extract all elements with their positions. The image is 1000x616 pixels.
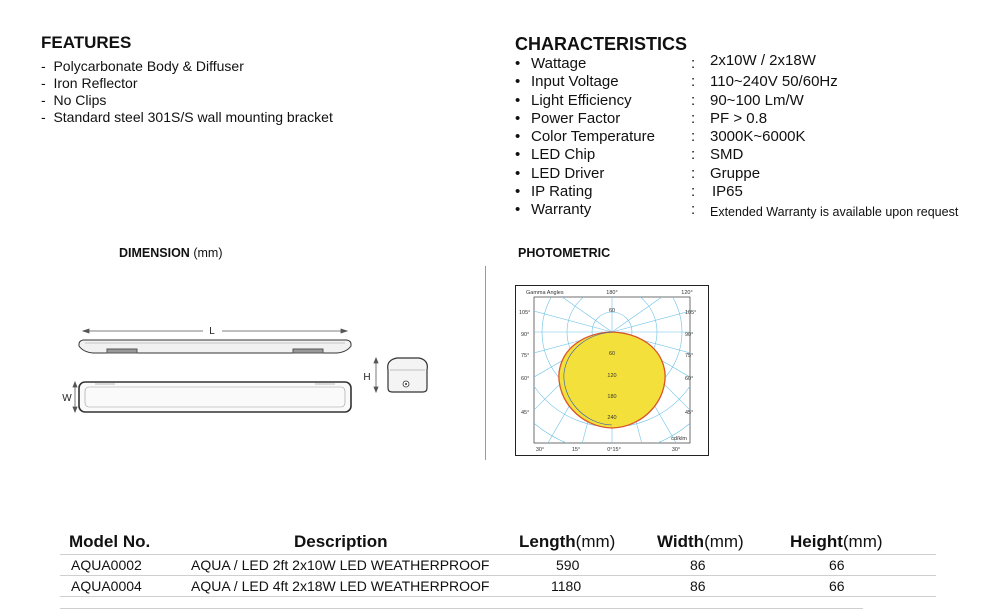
spec-value: Gruppe <box>710 164 761 182</box>
spec-row-light-efficiency: • Light Efficiency : 90~100 Lm/W <box>515 91 804 109</box>
features-list <box>41 58 333 126</box>
feature-item: - Polycarbonate Body & Diffuser <box>41 58 333 75</box>
spec-label: IP Rating <box>531 183 593 201</box>
spec-row-wattage: • Wattage : 2x10W / 2x18W <box>515 52 816 72</box>
unit-label: cd/klm <box>671 436 687 442</box>
width-dimension-line <box>73 382 77 412</box>
angle-label: 75° <box>685 353 694 359</box>
header-model: Model No. <box>69 532 151 551</box>
spec-row-warranty: • Warranty : Extended Warranty is available upon request <box>515 201 959 220</box>
table-rule <box>60 596 936 597</box>
table-row <box>60 555 940 575</box>
spec-row-power-factor: • Power Factor : PF > 0.8 <box>515 109 768 127</box>
characteristics-title: CHARACTERISTICS <box>515 34 688 54</box>
features-title: FEATURES <box>41 33 132 52</box>
angle-label: 60° <box>685 376 694 382</box>
angle-label: 0°15° <box>607 447 621 453</box>
dimension-title <box>119 246 222 260</box>
radial-label: 120 <box>607 373 617 379</box>
spec-label: Power Factor <box>531 109 621 127</box>
radial-label: 60 <box>608 351 616 357</box>
photometric-diagram <box>515 285 709 456</box>
spec-row-led-driver: • LED Driver : Gruppe <box>515 164 761 182</box>
angle-label: 120° <box>681 290 693 296</box>
spec-label: Warranty <box>531 201 592 219</box>
angle-label: 60° <box>521 376 530 382</box>
spec-label: Input Voltage <box>531 73 619 91</box>
spec-row-ip-rating: • IP Rating : IP65 <box>515 183 743 201</box>
feature-item: - Standard steel 301S/S wall mounting bracket <box>41 109 333 126</box>
header-width: Width(mm) <box>657 532 744 551</box>
angle-label: 105° <box>685 310 697 316</box>
header-description: Description <box>294 532 388 551</box>
spec-label: Light Efficiency <box>531 91 632 109</box>
cell-width: 86 <box>690 578 706 594</box>
height-dimension-line <box>374 358 378 392</box>
spec-label: Wattage <box>531 55 587 72</box>
photometric-title: PHOTOMETRIC <box>518 246 611 260</box>
gamma-angles-label: Gamma Angles <box>526 290 564 296</box>
angle-label: 90° <box>521 332 530 338</box>
cell-length: 1180 <box>551 578 582 594</box>
spec-value: SMD <box>710 146 744 164</box>
dimension-unit: (mm) <box>193 246 223 260</box>
length-dimension-line <box>83 329 347 333</box>
cell-model: AQUA0004 <box>71 578 142 594</box>
characteristics-list <box>515 52 985 220</box>
header-length: Length(mm) <box>519 532 616 551</box>
length-label: L <box>209 326 215 337</box>
spec-label: LED Driver <box>531 164 605 182</box>
radial-label: 60 <box>608 308 616 314</box>
spec-value: 90~100 Lm/W <box>710 91 804 109</box>
spec-value: IP65 <box>712 183 743 201</box>
dimension-drawing <box>55 310 455 430</box>
radial-label: 240 <box>607 415 617 421</box>
table-header <box>60 532 940 554</box>
angle-label: 30° <box>671 447 681 453</box>
spec-value: 110~240V 50/60Hz <box>710 73 838 91</box>
header-height: Height(mm) <box>790 532 883 551</box>
table-row <box>60 576 940 596</box>
angle-label: 105° <box>519 310 531 316</box>
angle-label: 75° <box>521 353 530 359</box>
height-label: H <box>363 372 371 383</box>
section-divider <box>485 266 486 460</box>
cell-height: 66 <box>829 578 845 594</box>
spec-value: PF > 0.8 <box>710 109 768 127</box>
angle-label: 45° <box>521 410 530 416</box>
angle-label: 90° <box>685 332 694 338</box>
cell-width: 86 <box>690 557 706 573</box>
radial-label: 180 <box>607 394 617 400</box>
width-label: W <box>62 393 72 404</box>
spec-row-led-chip: • LED Chip : SMD <box>515 146 744 164</box>
cell-height: 66 <box>829 557 845 573</box>
spec-row-input-voltage: • Input Voltage : 110~240V 50/60Hz <box>515 73 838 91</box>
feature-item: - Iron Reflector <box>41 75 333 92</box>
angle-label: 30° <box>535 447 545 453</box>
spec-value: Extended Warranty is available upon request <box>710 205 959 220</box>
spec-row-color-temperature: • Color Temperature : 3000K~6000K <box>515 128 806 146</box>
table-rule <box>60 608 863 609</box>
spec-value: 3000K~6000K <box>710 128 806 146</box>
angle-label: 45° <box>685 410 694 416</box>
side-view <box>79 340 351 353</box>
angle-label: 180° <box>606 290 618 296</box>
angle-label: 15° <box>571 447 581 453</box>
cell-model: AQUA0002 <box>71 557 142 573</box>
cell-description: AQUA / LED 2ft 2x10W LED WEATHERPROOF <box>191 557 490 573</box>
spec-label: Color Temperature <box>531 128 655 146</box>
end-view <box>388 358 428 392</box>
feature-item: - No Clips <box>41 92 333 109</box>
cell-length: 590 <box>556 557 580 573</box>
spec-value: 2x10W / 2x18W <box>710 52 816 69</box>
dimension-heading: DIMENSION <box>119 246 190 260</box>
spec-label: LED Chip <box>531 146 596 164</box>
cell-description: AQUA / LED 4ft 2x18W LED WEATHERPROOF <box>191 578 490 594</box>
top-view <box>79 382 351 412</box>
